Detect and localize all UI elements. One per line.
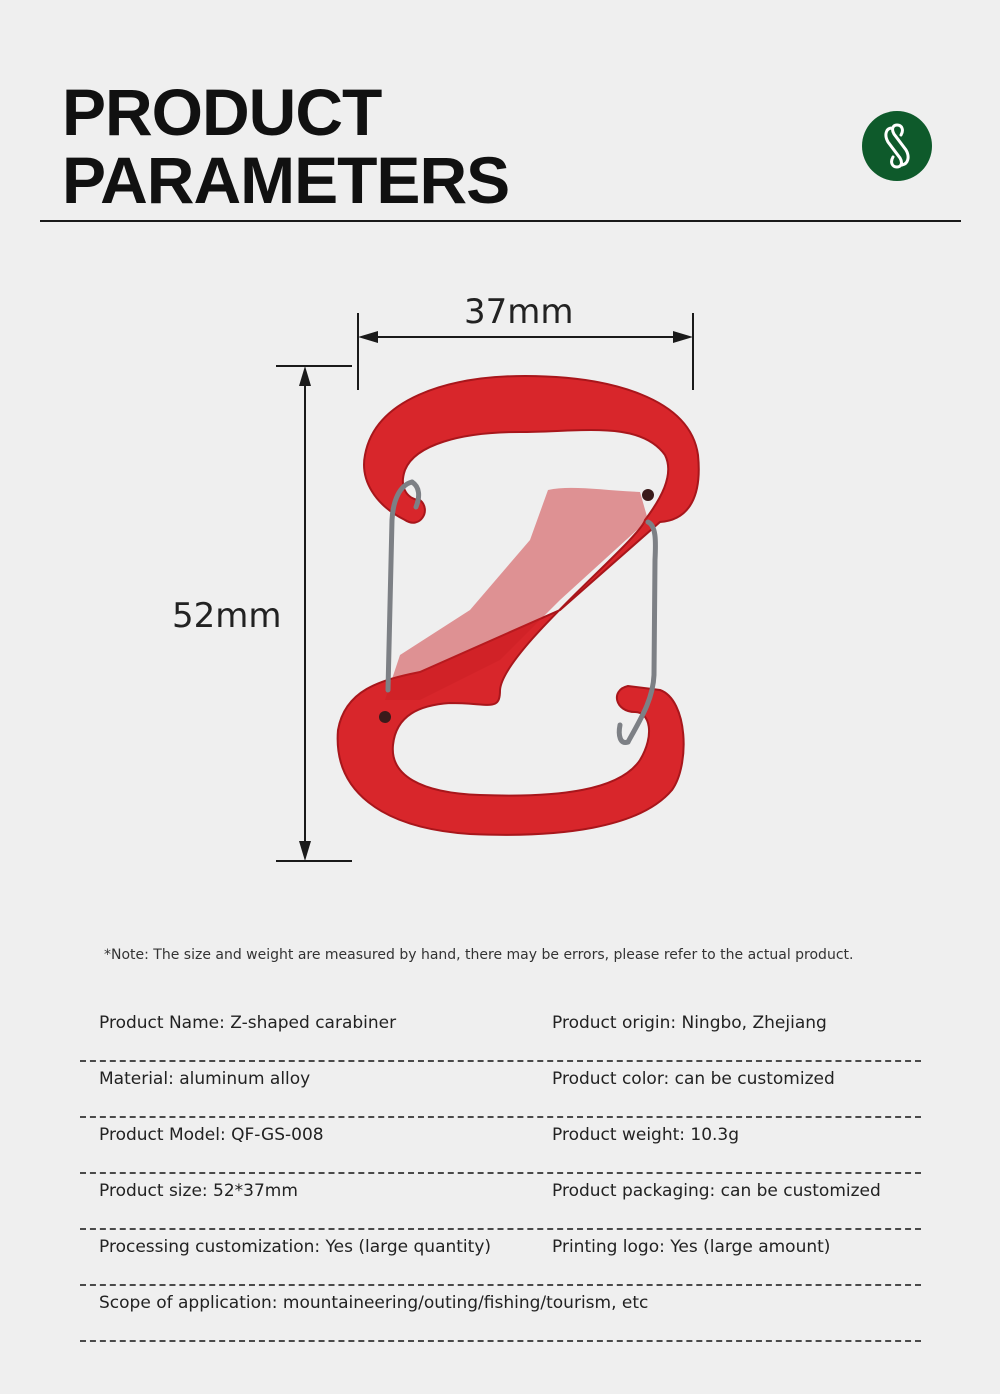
spec-row	[80, 1006, 921, 1062]
spec-product-size: Product size: 52*37mm	[99, 1181, 298, 1201]
carabiner-logo-icon	[862, 111, 932, 181]
spec-printing-logo: Printing logo: Yes (large amount)	[552, 1237, 831, 1257]
spec-row	[80, 1062, 921, 1118]
spec-product-origin: Product origin: Ningbo, Zhejiang	[552, 1013, 827, 1033]
spec-product-color: Product color: can be customized	[552, 1069, 835, 1089]
spec-product-model: Product Model: QF-GS-008	[99, 1125, 324, 1145]
measurement-note: *Note: The size and weight are measured by hand, there may be errors, please refer to the actual product.	[104, 947, 854, 963]
spec-row	[80, 1174, 921, 1230]
carabiner-image	[338, 376, 699, 835]
spec-material: Material: aluminum alloy	[99, 1069, 311, 1089]
spec-row	[80, 1230, 921, 1286]
page-title	[62, 75, 510, 217]
spec-product-name: Product Name: Z-shaped carabiner	[99, 1013, 397, 1033]
title-line-2: PARAMETERS	[62, 143, 510, 217]
spec-product-weight: Product weight: 10.3g	[552, 1125, 740, 1145]
height-dimension-line	[276, 366, 352, 861]
spec-row	[80, 1118, 921, 1174]
spec-product-packaging: Product packaging: can be customized	[552, 1181, 881, 1201]
width-label: 37mm	[464, 292, 574, 332]
header-divider	[40, 220, 961, 222]
spec-table	[80, 1006, 921, 1342]
title-line-1: PRODUCT	[62, 75, 382, 149]
height-label: 52mm	[172, 596, 282, 636]
spec-row	[80, 1286, 921, 1342]
spec-processing-customization: Processing customization: Yes (large quantity)	[99, 1237, 492, 1257]
product-diagram	[0, 280, 1000, 900]
spec-scope-of-application: Scope of application: mountaineering/outing/fishing/tourism, etc	[99, 1293, 649, 1313]
